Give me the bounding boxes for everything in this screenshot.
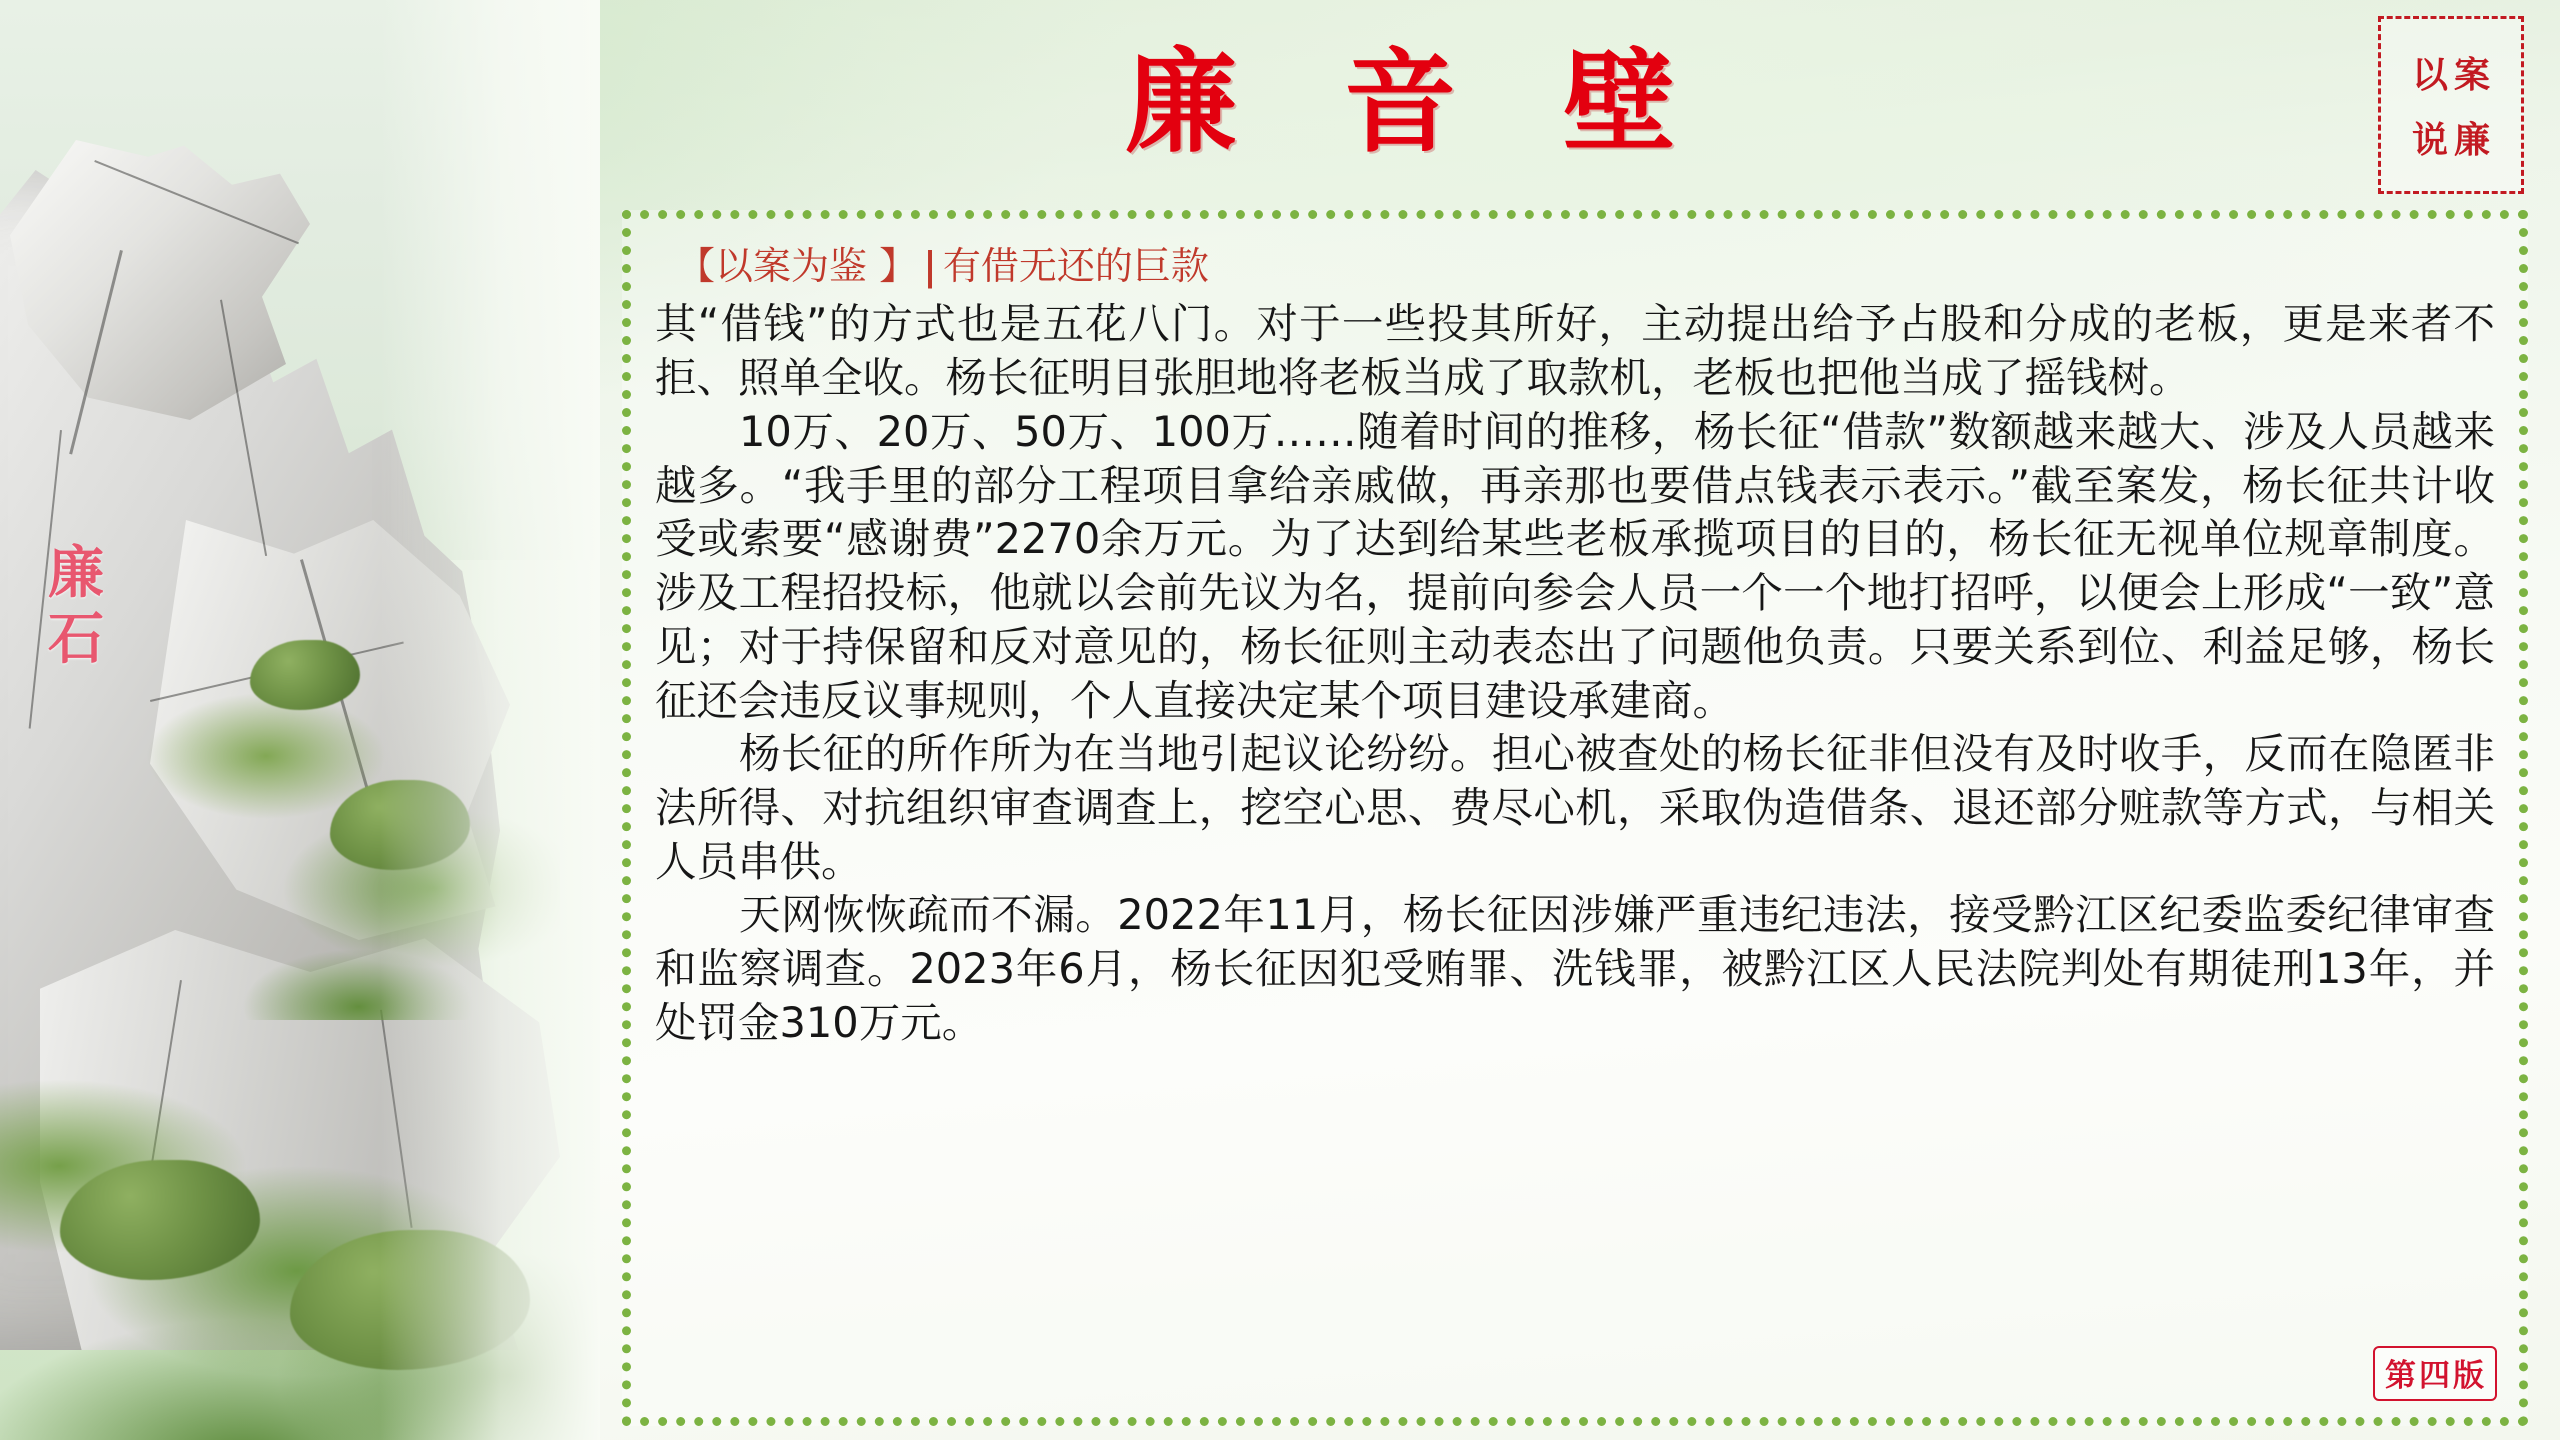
photo-edge-fade: [380, 0, 600, 1440]
stamp-line-1: 以案: [2411, 54, 2496, 96]
article-paragraph: 其“借钱”的方式也是五花八门。对于一些投其所好，主动提出给予占股和分成的老板，更是来者不拒、照单全收。杨长征明目张胆地将老板当成了取款机，老板也把他当成了摇钱树。: [655, 299, 2495, 403]
stamp-line-2: 说廉: [2411, 119, 2496, 161]
headline-separator: |: [923, 243, 937, 288]
article-headline: 有借无还的巨款: [942, 244, 1209, 288]
article-paragraph: 杨长征的所作所为在当地引起议论纷纷。担心被查处的杨长征非但没有及时收手，反而在隐匿非法所得、对抗组织审查调查上，挖空心思、费尽心机，采取伪造借条、退还部分赃款等方式，与相关人员串供。: [655, 729, 2495, 886]
article-paragraph: 10万、20万、50万、100万……随着时间的推移，杨长征“借款”数额越来越大、涉及人员越来越多。“我手里的部分工程项目拿给亲戚做，再亲那也要借点钱表示表示。”截至案发，杨长征共计收受或索要“感谢费”2270余万元。为了达到给某些老板承揽项目的目的，杨长征无视单位规章制度。涉及工程招投标，他就以会前先议为名，提前向参会人员一个一个地打招呼，以便会上形成“一致”意见；对于持保留和反对意见的，杨长征则主动表态出了问题他负责。只要关系到位、利益足够，杨长征还会违反议事规则，个人直接决定某个项目建设承建商。: [655, 406, 2495, 725]
article-panel: [622, 210, 2528, 1426]
section-stamp: [2378, 16, 2524, 194]
stone-photo: [0, 0, 600, 1440]
photo-caption: 廉石: [48, 540, 106, 673]
article-paragraph: 天网恢恢疏而不漏。2022年11月，杨长征因涉嫌严重违纪违法，接受黔江区纪委监委纪律审查和监察调查。2023年6月，杨长征因犯受贿罪、洗钱罪，被黔江区人民法院判处有期徒刑13年，并处罚金310万元。: [655, 890, 2495, 1047]
article-body: [655, 297, 2495, 1049]
article-headline-row: [677, 241, 2495, 291]
page-number-badge: 第四版: [2373, 1346, 2497, 1401]
masthead: [600, 8, 2200, 198]
article-kicker: 【以案为鉴 】: [677, 244, 918, 288]
page-title: 廉 音 壁: [1125, 37, 1709, 168]
